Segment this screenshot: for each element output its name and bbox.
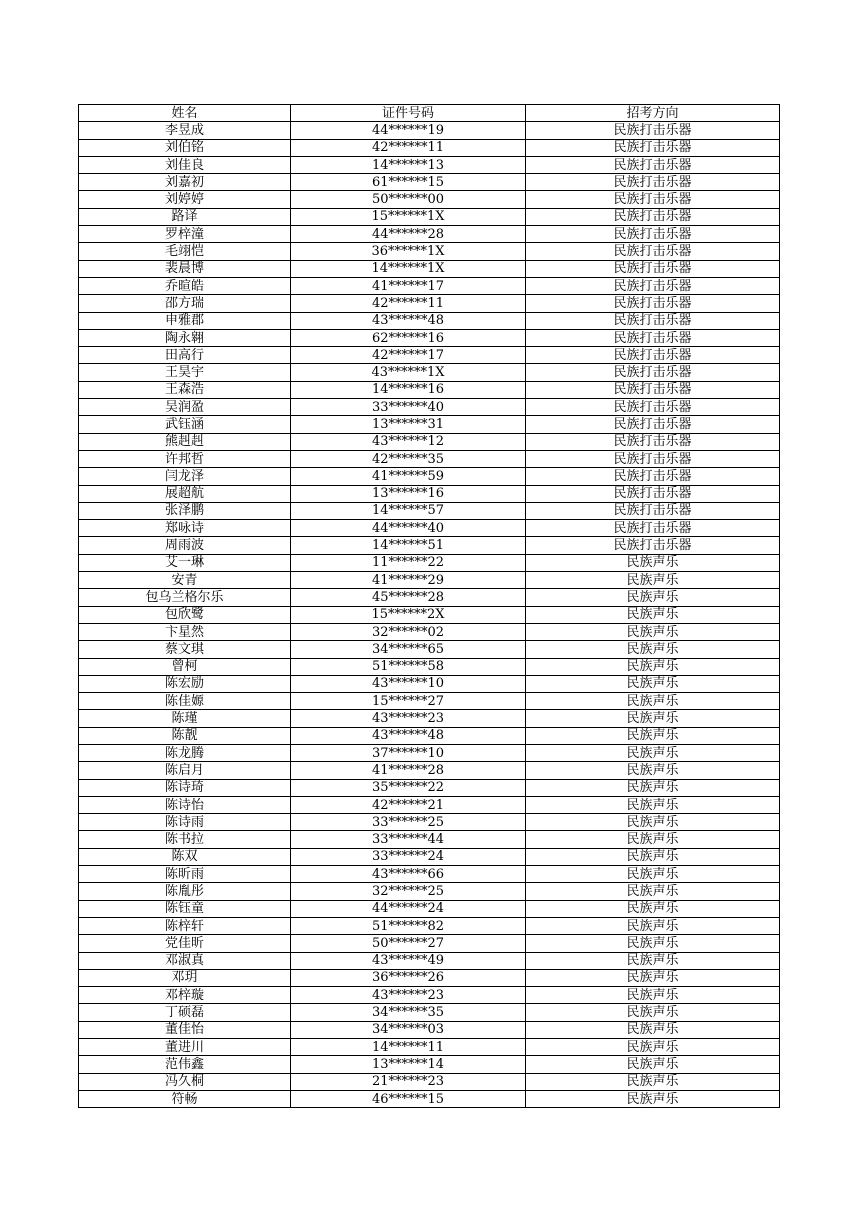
cell-direction: 民族打击乐器 — [526, 433, 780, 450]
table-row — [79, 987, 780, 1004]
cell-direction: 民族打击乐器 — [526, 191, 780, 208]
cell-id-number: 15******2X — [291, 606, 526, 623]
cell-id-number: 43******66 — [291, 866, 526, 883]
table-row — [79, 1039, 780, 1056]
cell-name: 邓梓璇 — [79, 987, 291, 1004]
cell-name: 刘嘉初 — [79, 174, 291, 191]
cell-name: 符畅 — [79, 1090, 291, 1107]
table-row — [79, 399, 780, 416]
cell-name: 周雨波 — [79, 537, 291, 554]
cell-direction: 民族打击乐器 — [526, 174, 780, 191]
table-row — [79, 139, 780, 156]
cell-id-number: 44******24 — [291, 900, 526, 917]
cell-id-number: 44******19 — [291, 122, 526, 139]
cell-direction: 民族声乐 — [526, 1056, 780, 1073]
cell-direction: 民族声乐 — [526, 1039, 780, 1056]
cell-id-number: 41******59 — [291, 468, 526, 485]
table-row — [79, 468, 780, 485]
cell-name: 陈双 — [79, 848, 291, 865]
cell-id-number: 21******23 — [291, 1073, 526, 1090]
applicant-table — [78, 104, 780, 1108]
cell-direction: 民族声乐 — [526, 1090, 780, 1107]
cell-id-number: 32******02 — [291, 623, 526, 640]
cell-name: 董佳怡 — [79, 1021, 291, 1038]
cell-name: 曾柯 — [79, 658, 291, 675]
cell-direction: 民族打击乐器 — [526, 312, 780, 329]
cell-id-number: 34******35 — [291, 1004, 526, 1021]
table-row — [79, 364, 780, 381]
header-direction: 招考方向 — [526, 105, 780, 122]
table-row — [79, 520, 780, 537]
cell-direction: 民族打击乐器 — [526, 364, 780, 381]
cell-direction: 民族打击乐器 — [526, 399, 780, 416]
cell-direction: 民族声乐 — [526, 606, 780, 623]
header-row — [79, 105, 780, 122]
cell-direction: 民族声乐 — [526, 900, 780, 917]
cell-direction: 民族声乐 — [526, 935, 780, 952]
table-row — [79, 329, 780, 346]
table-row — [79, 866, 780, 883]
cell-name: 陈龙腾 — [79, 744, 291, 761]
cell-name: 冯久桐 — [79, 1073, 291, 1090]
cell-direction: 民族打击乐器 — [526, 450, 780, 467]
cell-name: 陈靓 — [79, 727, 291, 744]
cell-name: 邵方瑞 — [79, 295, 291, 312]
cell-id-number: 15******27 — [291, 693, 526, 710]
cell-name: 陈诗雨 — [79, 814, 291, 831]
cell-name: 陶永翱 — [79, 329, 291, 346]
cell-direction: 民族声乐 — [526, 1021, 780, 1038]
table-row — [79, 779, 780, 796]
table-row — [79, 1090, 780, 1107]
cell-name: 张泽鹏 — [79, 502, 291, 519]
table-row — [79, 727, 780, 744]
cell-id-number: 43******49 — [291, 952, 526, 969]
cell-name: 邓玥 — [79, 969, 291, 986]
cell-direction: 民族声乐 — [526, 883, 780, 900]
cell-direction: 民族声乐 — [526, 623, 780, 640]
cell-name: 申雅郡 — [79, 312, 291, 329]
cell-direction: 民族打击乐器 — [526, 139, 780, 156]
cell-name: 党佳昕 — [79, 935, 291, 952]
table-row — [79, 174, 780, 191]
cell-direction: 民族打击乐器 — [526, 502, 780, 519]
cell-name: 刘佳良 — [79, 156, 291, 173]
cell-direction: 民族打击乐器 — [526, 226, 780, 243]
table-row — [79, 900, 780, 917]
table-row — [79, 572, 780, 589]
cell-id-number: 43******10 — [291, 675, 526, 692]
table-row — [79, 710, 780, 727]
table-row — [79, 762, 780, 779]
cell-id-number: 42******11 — [291, 295, 526, 312]
cell-name: 董进川 — [79, 1039, 291, 1056]
cell-name: 刘伯铭 — [79, 139, 291, 156]
cell-id-number: 42******35 — [291, 450, 526, 467]
cell-name: 李昱成 — [79, 122, 291, 139]
cell-name: 郑咏诗 — [79, 520, 291, 537]
table-row — [79, 917, 780, 934]
cell-id-number: 33******25 — [291, 814, 526, 831]
cell-direction: 民族打击乐器 — [526, 347, 780, 364]
cell-name: 邓淑真 — [79, 952, 291, 969]
cell-id-number: 42******21 — [291, 796, 526, 813]
cell-id-number: 62******16 — [291, 329, 526, 346]
cell-name: 田高行 — [79, 347, 291, 364]
table-row — [79, 952, 780, 969]
cell-direction: 民族打击乐器 — [526, 381, 780, 398]
cell-id-number: 51******82 — [291, 917, 526, 934]
cell-direction: 民族声乐 — [526, 779, 780, 796]
cell-direction: 民族打击乐器 — [526, 208, 780, 225]
cell-name: 乔暄皓 — [79, 277, 291, 294]
cell-direction: 民族声乐 — [526, 727, 780, 744]
cell-id-number: 43******12 — [291, 433, 526, 450]
cell-name: 陈诗琦 — [79, 779, 291, 796]
cell-direction: 民族打击乐器 — [526, 468, 780, 485]
table-row — [79, 554, 780, 571]
cell-direction: 民族声乐 — [526, 693, 780, 710]
cell-id-number: 14******16 — [291, 381, 526, 398]
cell-id-number: 33******44 — [291, 831, 526, 848]
table-row — [79, 277, 780, 294]
cell-name: 蔡文琪 — [79, 641, 291, 658]
cell-id-number: 14******1X — [291, 260, 526, 277]
table-row — [79, 1073, 780, 1090]
table-row — [79, 641, 780, 658]
cell-id-number: 37******10 — [291, 744, 526, 761]
cell-id-number: 41******29 — [291, 572, 526, 589]
cell-direction: 民族声乐 — [526, 554, 780, 571]
cell-id-number: 43******48 — [291, 312, 526, 329]
table-row — [79, 485, 780, 502]
cell-id-number: 44******28 — [291, 226, 526, 243]
cell-direction: 民族声乐 — [526, 831, 780, 848]
cell-name: 陈瑾 — [79, 710, 291, 727]
cell-id-number: 33******40 — [291, 399, 526, 416]
cell-id-number: 43******23 — [291, 987, 526, 1004]
cell-name: 包乌兰格尔乐 — [79, 589, 291, 606]
header-name: 姓名 — [79, 105, 291, 122]
cell-name: 王森浩 — [79, 381, 291, 398]
cell-direction: 民族声乐 — [526, 987, 780, 1004]
cell-direction: 民族声乐 — [526, 744, 780, 761]
table-row — [79, 675, 780, 692]
table-row — [79, 312, 780, 329]
table-row — [79, 848, 780, 865]
cell-name: 陈昕雨 — [79, 866, 291, 883]
cell-id-number: 42******11 — [291, 139, 526, 156]
table-row — [79, 122, 780, 139]
cell-direction: 民族声乐 — [526, 572, 780, 589]
cell-id-number: 42******17 — [291, 347, 526, 364]
cell-id-number: 33******24 — [291, 848, 526, 865]
cell-name: 陈书拉 — [79, 831, 291, 848]
cell-direction: 民族打击乐器 — [526, 520, 780, 537]
cell-id-number: 14******51 — [291, 537, 526, 554]
cell-direction: 民族打击乐器 — [526, 122, 780, 139]
cell-direction: 民族声乐 — [526, 658, 780, 675]
table-row — [79, 502, 780, 519]
table-row — [79, 658, 780, 675]
cell-name: 丁硕磊 — [79, 1004, 291, 1021]
cell-id-number: 61******15 — [291, 174, 526, 191]
table-row — [79, 1004, 780, 1021]
cell-direction: 民族声乐 — [526, 796, 780, 813]
table-row — [79, 295, 780, 312]
table-row — [79, 969, 780, 986]
cell-direction: 民族打击乐器 — [526, 260, 780, 277]
table-row — [79, 589, 780, 606]
cell-id-number: 41******17 — [291, 277, 526, 294]
table-row — [79, 693, 780, 710]
cell-name: 熊赳赳 — [79, 433, 291, 450]
cell-direction: 民族打击乐器 — [526, 485, 780, 502]
cell-direction: 民族打击乐器 — [526, 537, 780, 554]
cell-name: 许邦哲 — [79, 450, 291, 467]
cell-name: 包欣鹭 — [79, 606, 291, 623]
table-row — [79, 744, 780, 761]
cell-direction: 民族声乐 — [526, 917, 780, 934]
cell-name: 艾一琳 — [79, 554, 291, 571]
cell-direction: 民族声乐 — [526, 1073, 780, 1090]
cell-direction: 民族声乐 — [526, 641, 780, 658]
table-row — [79, 381, 780, 398]
cell-id-number: 34******03 — [291, 1021, 526, 1038]
cell-name: 陈钰童 — [79, 900, 291, 917]
table-row — [79, 1056, 780, 1073]
cell-name: 王昊宇 — [79, 364, 291, 381]
header-id-number: 证件号码 — [291, 105, 526, 122]
cell-name: 陈启月 — [79, 762, 291, 779]
cell-id-number: 45******28 — [291, 589, 526, 606]
cell-id-number: 43******48 — [291, 727, 526, 744]
cell-name: 陈宏励 — [79, 675, 291, 692]
cell-direction: 民族打击乐器 — [526, 416, 780, 433]
cell-name: 闫龙泽 — [79, 468, 291, 485]
table-row — [79, 416, 780, 433]
table-row — [79, 935, 780, 952]
cell-id-number: 32******25 — [291, 883, 526, 900]
table-row — [79, 537, 780, 554]
cell-id-number: 43******23 — [291, 710, 526, 727]
cell-name: 路译 — [79, 208, 291, 225]
table-row — [79, 796, 780, 813]
table-row — [79, 226, 780, 243]
table-row — [79, 1021, 780, 1038]
cell-direction: 民族声乐 — [526, 866, 780, 883]
cell-id-number: 11******22 — [291, 554, 526, 571]
cell-direction: 民族打击乐器 — [526, 329, 780, 346]
cell-id-number: 41******28 — [291, 762, 526, 779]
cell-direction: 民族声乐 — [526, 969, 780, 986]
table-row — [79, 347, 780, 364]
cell-name: 刘婷婷 — [79, 191, 291, 208]
table-row — [79, 450, 780, 467]
cell-name: 吴润盈 — [79, 399, 291, 416]
cell-name: 陈诗怡 — [79, 796, 291, 813]
table-row — [79, 606, 780, 623]
cell-direction: 民族声乐 — [526, 675, 780, 692]
cell-direction: 民族声乐 — [526, 589, 780, 606]
cell-id-number: 13******16 — [291, 485, 526, 502]
cell-id-number: 13******14 — [291, 1056, 526, 1073]
cell-direction: 民族声乐 — [526, 848, 780, 865]
table-row — [79, 433, 780, 450]
cell-name: 毛翊恺 — [79, 243, 291, 260]
cell-name: 陈佳嫄 — [79, 693, 291, 710]
cell-name: 裴晨博 — [79, 260, 291, 277]
cell-id-number: 50******27 — [291, 935, 526, 952]
table-row — [79, 814, 780, 831]
cell-id-number: 36******26 — [291, 969, 526, 986]
cell-direction: 民族打击乐器 — [526, 277, 780, 294]
table-row — [79, 243, 780, 260]
table-body — [79, 122, 780, 1108]
cell-id-number: 14******11 — [291, 1039, 526, 1056]
cell-id-number: 43******1X — [291, 364, 526, 381]
cell-id-number: 34******65 — [291, 641, 526, 658]
cell-id-number: 15******1X — [291, 208, 526, 225]
cell-id-number: 14******13 — [291, 156, 526, 173]
table-row — [79, 883, 780, 900]
cell-id-number: 35******22 — [291, 779, 526, 796]
cell-name: 卞星然 — [79, 623, 291, 640]
table-row — [79, 260, 780, 277]
cell-id-number: 13******31 — [291, 416, 526, 433]
cell-id-number: 51******58 — [291, 658, 526, 675]
cell-direction: 民族声乐 — [526, 710, 780, 727]
cell-name: 展超航 — [79, 485, 291, 502]
cell-direction: 民族打击乐器 — [526, 243, 780, 260]
cell-name: 罗梓潼 — [79, 226, 291, 243]
cell-direction: 民族声乐 — [526, 1004, 780, 1021]
cell-name: 安青 — [79, 572, 291, 589]
cell-direction: 民族声乐 — [526, 952, 780, 969]
cell-name: 陈胤彤 — [79, 883, 291, 900]
table-row — [79, 831, 780, 848]
cell-direction: 民族打击乐器 — [526, 156, 780, 173]
cell-name: 范伟鑫 — [79, 1056, 291, 1073]
cell-id-number: 50******00 — [291, 191, 526, 208]
table-row — [79, 623, 780, 640]
table-row — [79, 191, 780, 208]
cell-id-number: 44******40 — [291, 520, 526, 537]
cell-name: 武钰涵 — [79, 416, 291, 433]
cell-direction: 民族打击乐器 — [526, 295, 780, 312]
cell-id-number: 14******57 — [291, 502, 526, 519]
table-row — [79, 156, 780, 173]
cell-id-number: 36******1X — [291, 243, 526, 260]
cell-name: 陈梓轩 — [79, 917, 291, 934]
table-row — [79, 208, 780, 225]
cell-direction: 民族声乐 — [526, 814, 780, 831]
cell-direction: 民族声乐 — [526, 762, 780, 779]
cell-id-number: 46******15 — [291, 1090, 526, 1107]
